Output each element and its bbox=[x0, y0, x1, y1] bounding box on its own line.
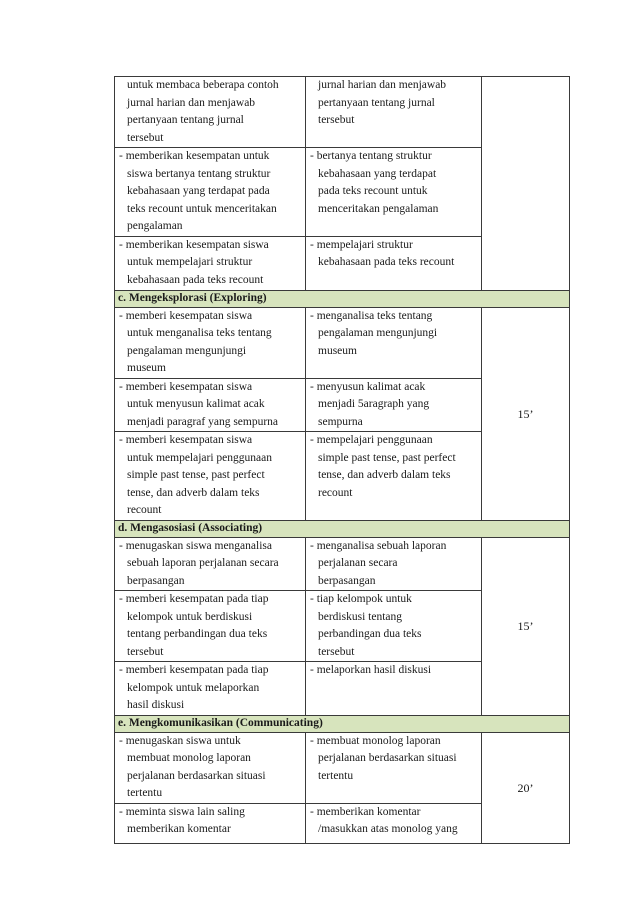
teacher-activity-cell bbox=[115, 148, 306, 237]
teacher-activity-text: - menugaskan siswa menganalisa sebuah laporan perjalanan secara berpasangan bbox=[119, 539, 279, 587]
section-header-row bbox=[115, 715, 570, 732]
student-activity-text: - membuat monolog laporan perjalanan berdasarkan situasi tertentu bbox=[310, 734, 457, 782]
student-activity-cell bbox=[306, 432, 482, 521]
teacher-activity-cell bbox=[115, 537, 306, 591]
teacher-activity-cell bbox=[115, 432, 306, 521]
student-activity-cell bbox=[306, 591, 482, 662]
teacher-activity-text: - menugaskan siswa untuk membuat monolog laporan perjalanan berdasarkan situasi tertentu bbox=[119, 734, 266, 799]
teacher-activity-text: - memberi kesempatan pada tiap kelompok untuk berdiskusi tentang perbandingan dua teks tersebut bbox=[119, 593, 269, 658]
student-activity-text: jurnal harian dan menjawab pertanyaan tentang jurnal tersebut bbox=[318, 79, 447, 126]
student-activity-text: - mempelajari penggunaan simple past tense, past perfect tense, dan adverb dalam teks recount bbox=[310, 434, 456, 499]
student-activity-text: - bertanya tentang struktur kebahasaan yang terdapat pada teks recount untuk menceritakan pengalaman bbox=[310, 150, 439, 215]
teacher-activity-cell bbox=[115, 662, 306, 716]
table-row bbox=[115, 77, 570, 148]
student-activity-text: - memberikan komentar /masukkan atas monolog yang bbox=[310, 805, 458, 835]
lesson-activity-table bbox=[114, 76, 570, 844]
student-activity-text: - menganalisa teks tentang pengalaman mengunjungi museum bbox=[310, 309, 438, 357]
section-header-row bbox=[115, 290, 570, 307]
duration-cell bbox=[482, 77, 570, 291]
section-title: d. Mengasosiasi (Associating) bbox=[118, 522, 263, 534]
teacher-activity-text: - memberi kesempatan siswa untuk mempelajari penggunaan simple past tense, past perfect tense, dan adverb dalam teks recount bbox=[119, 434, 272, 516]
duration-cell bbox=[482, 307, 570, 520]
student-activity-cell bbox=[306, 77, 482, 148]
teacher-activity-text: - memberikan kesempatan untuk siswa bertanya tentang struktur kebahasaan yang terdapat pada teks recount untuk menceritakan pengalaman bbox=[119, 150, 277, 232]
student-activity-text: - menganalisa sebuah laporan perjalanan secara berpasangan bbox=[310, 539, 447, 587]
teacher-activity-text: - meminta siswa lain saling memberikan komentar bbox=[119, 805, 245, 835]
student-activity-cell bbox=[306, 537, 482, 591]
duration-cell bbox=[482, 537, 570, 715]
section-header-row bbox=[115, 520, 570, 537]
section-title: e. Mengkomunikasikan (Communicating) bbox=[118, 717, 323, 729]
student-activity-text: - mempelajari struktur kebahasaan pada teks recount bbox=[310, 238, 455, 268]
teacher-activity-cell bbox=[115, 236, 306, 290]
table-row bbox=[115, 307, 570, 378]
teacher-activity-text: - memberi kesempatan siswa untuk menganalisa teks tentang pengalaman mengunjungi museum bbox=[119, 309, 272, 374]
section-header-cell bbox=[115, 715, 570, 732]
teacher-activity-cell bbox=[115, 803, 306, 843]
teacher-activity-cell bbox=[115, 732, 306, 803]
teacher-activity-cell bbox=[115, 307, 306, 378]
teacher-activity-cell bbox=[115, 378, 306, 432]
duration-cell bbox=[482, 732, 570, 843]
duration-value: 15’ bbox=[517, 619, 534, 633]
teacher-activity-cell bbox=[115, 77, 306, 148]
student-activity-cell bbox=[306, 378, 482, 432]
duration-value: 20’ bbox=[517, 780, 534, 795]
student-activity-cell bbox=[306, 236, 482, 290]
teacher-activity-text: - memberi kesempatan siswa untuk menyusun kalimat acak menjadi paragraf yang sempurna bbox=[119, 380, 279, 428]
duration-value: 15’ bbox=[517, 406, 534, 421]
student-activity-text: - menyusun kalimat acak menjadi 5aragraph yang sempurna bbox=[310, 380, 430, 428]
student-activity-cell bbox=[306, 803, 482, 843]
section-header-cell bbox=[115, 520, 570, 537]
student-activity-cell bbox=[306, 307, 482, 378]
section-title: c. Mengeksplorasi (Exploring) bbox=[118, 292, 267, 304]
teacher-activity-cell bbox=[115, 591, 306, 662]
teacher-activity-text: untuk membaca beberapa contoh jurnal harian dan menjawab pertanyaan tentang jurnal tersebut bbox=[127, 79, 279, 144]
student-activity-text: - tiap kelompok untuk berdiskusi tentang perbandingan dua teks tersebut bbox=[310, 593, 422, 658]
teacher-activity-text: - memberi kesempatan pada tiap kelompok untuk melaporkan hasil diskusi bbox=[119, 664, 269, 711]
student-activity-cell bbox=[306, 732, 482, 803]
table-row bbox=[115, 537, 570, 591]
student-activity-cell bbox=[306, 148, 482, 237]
table-row bbox=[115, 732, 570, 803]
section-header-cell bbox=[115, 290, 570, 307]
student-activity-cell bbox=[306, 662, 482, 716]
student-activity-text: - melaporkan hasil diskusi bbox=[310, 664, 432, 676]
teacher-activity-text: - memberikan kesempatan siswa untuk mempelajari struktur kebahasaan pada teks recount bbox=[119, 238, 269, 286]
